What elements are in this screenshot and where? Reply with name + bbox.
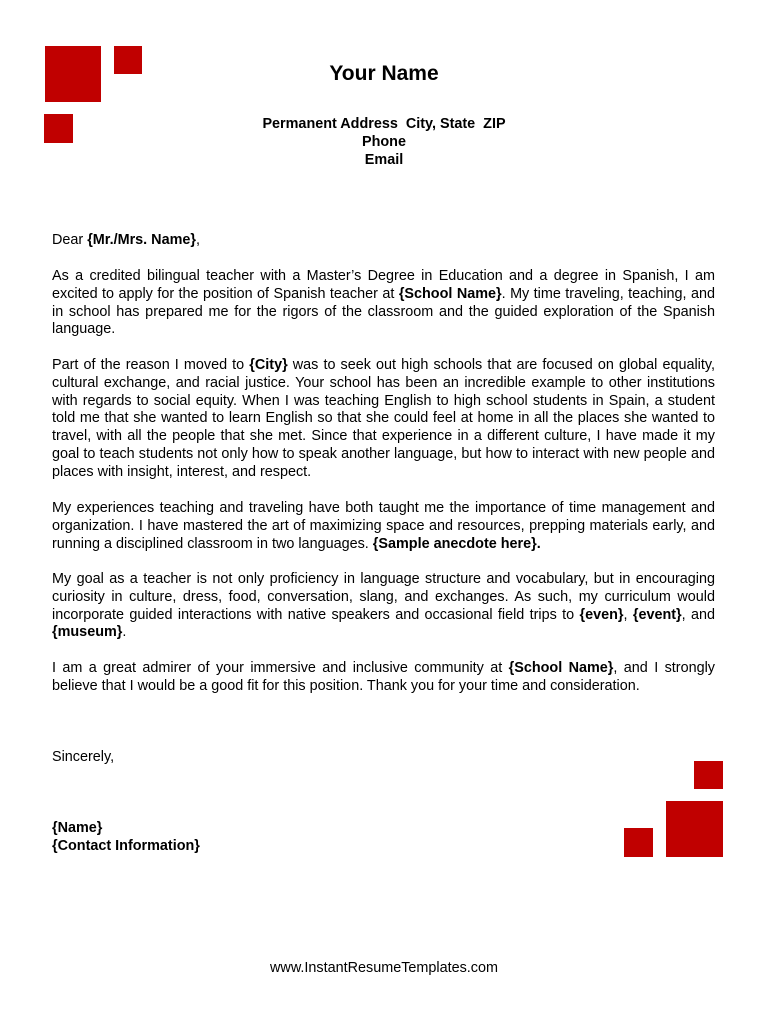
p4-separator-1: , bbox=[623, 606, 633, 623]
p1-text-a: As a credited bilingual teacher with a Master’s Degree in Education and a degree in Spanish, I am excited to apply for the position of Spanish teacher at bbox=[52, 268, 715, 302]
salutation-suffix: , bbox=[195, 232, 200, 248]
closing: Sincerely, bbox=[52, 749, 115, 765]
p2-text-b: was to seek out high schools that are focused on global equality, cultural exchange, and racial justice. Your school has been an incredible example to other institutions with regards to social equity. When I was teaching English to high school students in Spain, a student told me that she wanted to learn English so that she could feel at home in all the places she wanted to travel, with all the people that she met. Since that experience in a different culture, I have made it my goal to teach students not only how to speak another language, but how to interact with new people and places with insight, interest, and respect. bbox=[52, 357, 715, 480]
paragraph-5 bbox=[52, 660, 715, 696]
p4-end: . bbox=[122, 624, 127, 641]
salutation bbox=[52, 232, 715, 250]
contact-block bbox=[0, 115, 768, 169]
p2-text-a: Part of the reason I moved to bbox=[52, 357, 250, 373]
p4-even-placeholder: {even} bbox=[579, 606, 624, 623]
p3-anecdote-placeholder: {Sample anecdote here}. bbox=[372, 535, 541, 552]
salutation-prefix: Dear bbox=[52, 232, 88, 248]
phone-line: Phone bbox=[362, 134, 406, 150]
p2-city-placeholder: {City} bbox=[249, 357, 288, 373]
p5-text-a: I am a great admirer of your immersive and inclusive community at bbox=[52, 660, 509, 676]
p5-school-placeholder: {School Name} bbox=[508, 660, 614, 676]
address-line: Permanent Address City, State ZIP bbox=[262, 116, 506, 132]
p4-museum-placeholder: {museum} bbox=[52, 624, 123, 641]
signature-name: {Name} bbox=[52, 820, 103, 836]
p1-text-b: . My time traveling, teaching, and in school has prepared me for the rigors of the classroom and the guided exploration of the Spanish language. bbox=[52, 285, 715, 338]
p1-school-placeholder: {School Name} bbox=[398, 285, 502, 302]
signature-contact: {Contact Information} bbox=[52, 837, 200, 854]
salutation-name: {Mr./Mrs. Name} bbox=[87, 232, 196, 248]
paragraph-3 bbox=[52, 500, 715, 553]
email-line: Email bbox=[364, 152, 404, 168]
paragraph-4 bbox=[52, 571, 715, 642]
applicant-name: Your Name bbox=[329, 62, 439, 85]
paragraph-1 bbox=[52, 268, 715, 339]
signature-block bbox=[52, 820, 715, 856]
p5-text-b: , and I strongly believe that I would be a good fit for this position. Thank you for your time and consideration. bbox=[52, 660, 715, 694]
p4-separator-2: , and bbox=[681, 606, 716, 623]
p4-text-a: My goal as a teacher is not only proficiency in language structure and vocabulary, but in encouraging curiosity in culture, dress, food, conversation, slang, and exchanges. As such, my curriculum would incorporate guided interactions with native speakers and occasional field trips to bbox=[52, 571, 715, 623]
p4-event-placeholder: {event} bbox=[632, 606, 682, 623]
paragraph-2 bbox=[52, 357, 715, 482]
footer-website: www.InstantResumeTemplates.com bbox=[270, 960, 498, 976]
p3-text-a: My experiences teaching and traveling have both taught me the importance of time management and organization. I have mastered the art of maximizing space and resources, prepping materials early, and running a disciplined classroom in two languages. bbox=[52, 500, 715, 552]
